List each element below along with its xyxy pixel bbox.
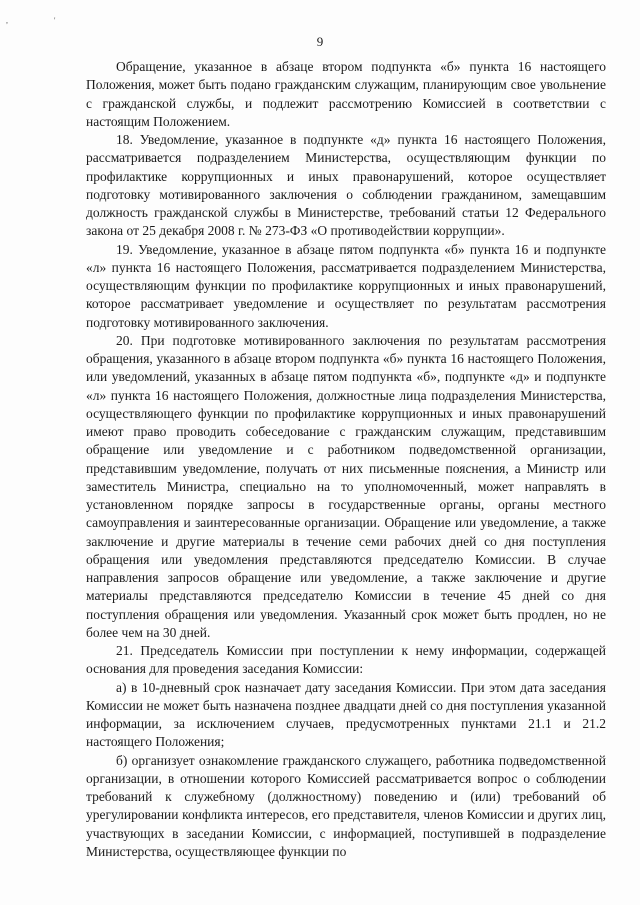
scan-mark: , xyxy=(6,16,8,25)
document-body xyxy=(86,58,606,861)
paragraph-17-continuation: Обращение, указанное в абзаце втором подпункта «б» пункта 16 настоящего Положения, может быть подано гражданским служащим, планирующим свое увольнение с гражданской службы, и подлежит рассмотрению Комиссией в соответствии с настоящим Положением. xyxy=(86,59,606,129)
paragraph-21: 21. Председатель Комиссии при поступлении к нему информации, содержащей основания для проведения заседания Комиссии: xyxy=(86,643,606,677)
paragraph-21-b: б) организует ознакомление гражданского служащего, работника подведомственной организации, в отношении которого Комиссией рассматривается вопрос о соблюдении требований к служебному (должностному) поведению и (или) требований об урегулировании конфликта интересов, его представителя, членов Комиссии и других лиц, участвующих в заседании Комиссии, с информацией, поступившей в подразделение Министерства, осуществляющее функции по xyxy=(86,752,606,859)
scan-mark: ' xyxy=(54,16,56,25)
paragraph-21-a: а) в 10-дневный срок назначает дату заседания Комиссии. При этом дата заседания Комиссии не может быть назначена позднее двадцати дней со дня поступления указанной информации, за исключением случаев, предусмотренных пунктами 21.1 и 21.2 настоящего Положения; xyxy=(86,679,606,750)
page-number: 9 xyxy=(316,34,324,49)
paragraph-18: 18. Уведомление, указанное в подпункте «д» пункта 16 настоящего Положения, рассматривается подразделением Министерства, осуществляющим функции по профилактике коррупционных и иных правонарушений, которое осуществляет подготовку мотивированного заключения о соблюдении гражданином, замещавшим должность гражданской службы в Министерстве, требований статьи 12 Федерального закона от 25 декабря 2008 г. № 273-ФЗ «О противодействии коррупции». xyxy=(86,132,606,239)
paragraph-20: 20. При подготовке мотивированного заключения по результатам рассмотрения обращения, указанного в абзаце втором подпункта «б» пункта 16 настоящего Положения, или уведомлений, указанных в абзаце пятом подпункта «б», подпункте «д» и подпункте «л» пункта 16 настоящего Положения, должностные лица подразделения Министерства, осуществляющего функции по профилактике коррупционных и иных правонарушений имеют право проводить собеседование с гражданским служащим, представившим обращение или уведомление и с работником подведомственной организации, представившим уведомление, получать от них письменные пояснения, а Министр или заместитель Министра, специально на то уполномоченный, может направлять в установленном порядке запросы в государственные органы, органы местного самоуправления и заинтересованные организации. Обращение или уведомление, а также заключение и другие материалы в течение семи рабочих дней со дня поступления обращения или уведомления представляются председателю Комиссии. В случае направления запросов обращение или уведомление, а также заключение и другие материалы представляются председателю Комиссии в течение 45 дней со дня поступления обращения или уведомления. Указанный срок может быть продлен, но не более чем на 30 дней. xyxy=(86,332,606,640)
paragraph-19: 19. Уведомление, указанное в абзаце пятом подпункта «б» пункта 16 и подпункте «л» пункта 16 настоящего Положения, рассматривается подразделением Министерства, осуществляющим функции по профилактике коррупционных и иных правонарушений, которое рассматривает уведомление и осуществляет по результатам рассмотрения подготовку мотивированного заключения. xyxy=(86,241,606,330)
